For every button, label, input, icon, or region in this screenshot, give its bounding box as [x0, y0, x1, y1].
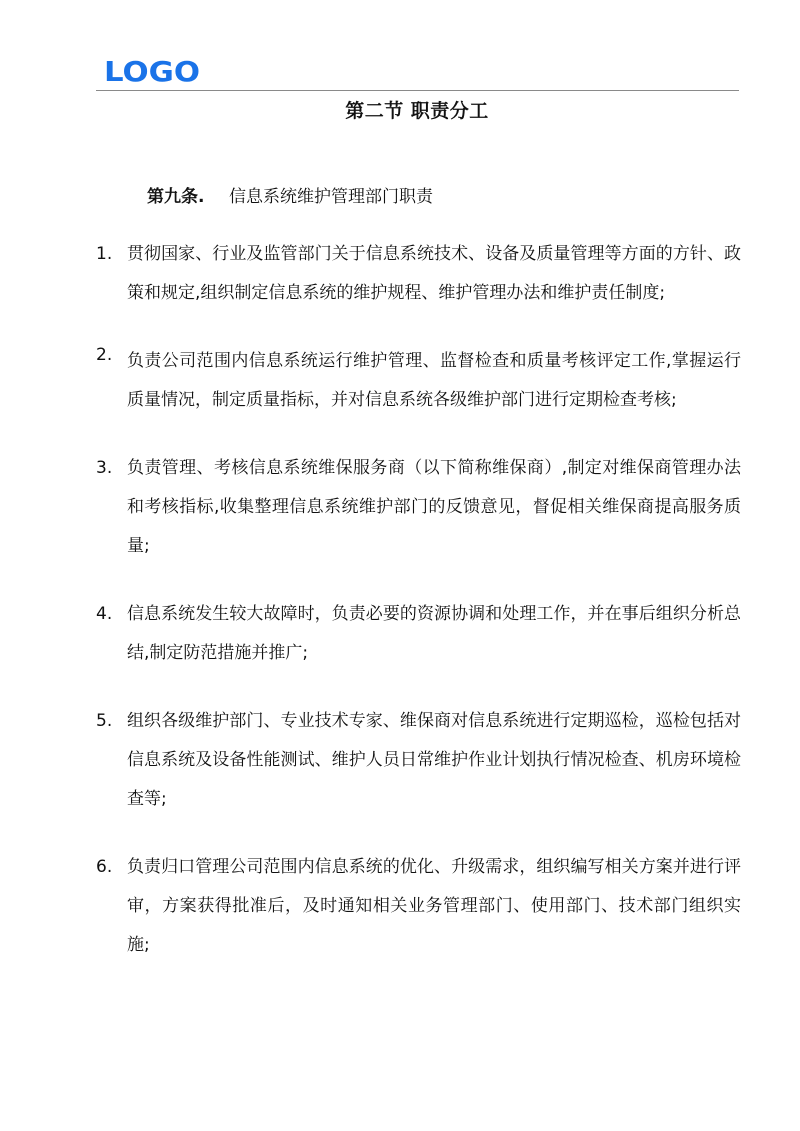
list-item-number: 4. [96, 604, 113, 624]
list-item [96, 702, 741, 819]
list-item-text: 负责公司范围内信息系统运行维护管理、监督检查和质量考核评定工作,掌握运行质量情况，制定质量指标，并对信息系统各级维护部门进行定期检查考核; [127, 351, 741, 410]
list-item [96, 342, 741, 420]
list-item-number: 1. [96, 244, 113, 264]
list-item-number: 5. [96, 711, 113, 731]
list-item [96, 235, 741, 313]
list-item-text: 负责管理、考核信息系统维保服务商（以下简称维保商）,制定对维保商管理办法和考核指标,收集整理信息系统维护部门的反馈意见，督促相关维保商提高服务质量; [127, 458, 741, 556]
list-item [96, 595, 741, 673]
logo [104, 56, 204, 84]
list-item-text: 信息系统发生较大故障时，负责必要的资源协调和处理工作，并在事后组织分析总结,制定防范措施并推广; [127, 604, 741, 663]
list-item-text: 贯彻国家、行业及监管部门关于信息系统技术、设备及质量管理等方面的方针、政策和规定,组织制定信息系统的维护规程、维护管理办法和维护责任制度; [127, 244, 741, 303]
list-item-number: 2. [96, 345, 113, 365]
article-title: 信息系统维护管理部门职责 [229, 187, 433, 207]
list-item-text: 组织各级维护部门、专业技术专家、维保商对信息系统进行定期巡检，巡检包括对信息系统及设备性能测试、维护人员日常维护作业计划执行情况检查、机房环境检查等; [127, 711, 741, 809]
section-title: 第二节 职责分工 [345, 100, 489, 122]
article-number: 第九条. [147, 187, 205, 207]
list-item [96, 848, 741, 965]
logo-text: LOGO [104, 56, 200, 84]
list-item-number: 3. [96, 458, 113, 478]
article-heading [147, 183, 433, 211]
list-item [96, 449, 741, 566]
header-divider [96, 90, 739, 91]
list-item-text: 负责归口管理公司范围内信息系统的优化、升级需求，组织编写相关方案并进行评审，方案获得批准后，及时通知相关业务管理部门、使用部门、技术部门组织实施; [127, 857, 741, 955]
responsibility-list [96, 235, 741, 994]
list-item-number: 6. [96, 857, 113, 877]
